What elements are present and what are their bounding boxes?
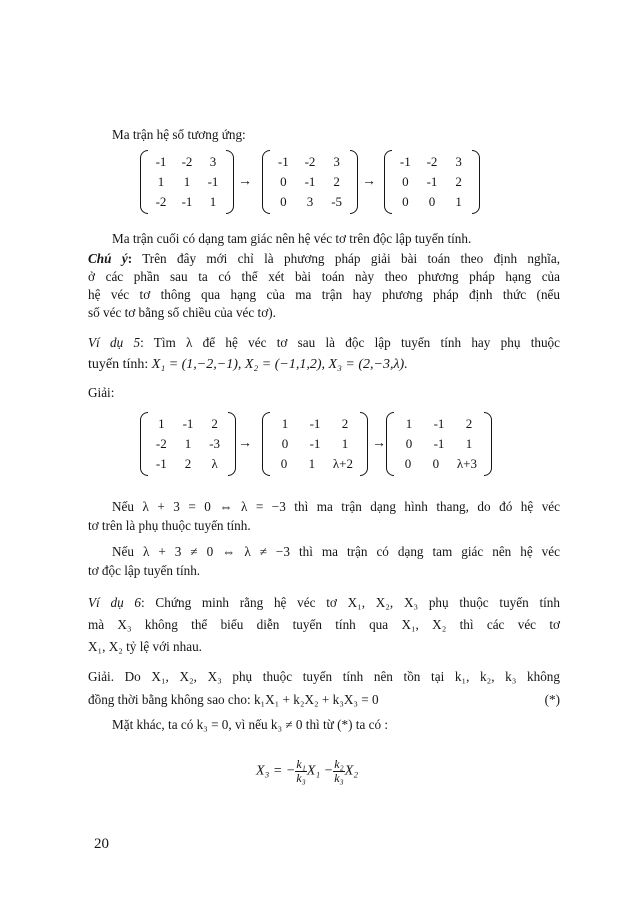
matrix-cell: 0 [280, 194, 287, 209]
right-bracket [484, 412, 492, 476]
matrix-cell: 3 [209, 154, 217, 169]
note-label: Chú ý [88, 251, 128, 266]
matrix-cell: 0 [281, 436, 289, 451]
arrow-icon: → [362, 174, 376, 189]
matrix-cell: 1 [405, 416, 413, 431]
matrix-cell: 1 [183, 174, 191, 189]
matrix-cell: 2 [333, 174, 340, 189]
matrix-row [270, 454, 360, 474]
matrix-cell: 1 [158, 416, 165, 431]
matrix-row [270, 192, 350, 212]
matrix-cell: 0 [402, 174, 409, 189]
matrix-cell: 2 [465, 416, 473, 431]
matrix-cell: 1 [308, 456, 316, 471]
other-hand-text: Mặt khác, ta có k₃ = 0, vì nếu k₃ ≠ 0 thì từ (*) ta có : [112, 717, 389, 732]
matrix-row [392, 192, 472, 212]
matrix-row [148, 454, 228, 474]
arrow-icon: → [238, 436, 252, 451]
matrix [140, 150, 234, 214]
solution6-line-2: đồng thời bằng không sao cho: k₁X₁ + k₂X₂ + k₃X₃ = 0 (*) [88, 692, 560, 707]
matrix-cell: -1 [155, 154, 167, 169]
matrix-row [270, 172, 350, 192]
matrix-cell: -1 [277, 154, 289, 169]
matrix-row [392, 172, 472, 192]
example5-line-1: Ví dụ 5: Tìm λ để hệ véc tơ sau là độc lập tuyến tính hay phụ thuộc [88, 335, 560, 350]
matrix-cell: 1 [465, 436, 473, 451]
matrix [384, 150, 480, 214]
left-bracket [140, 150, 148, 214]
example6-line-2: mà X₃ không thể biểu diễn tuyến tính qua X₁, X₂ thì các véc tơ [88, 617, 560, 632]
right-bracket [350, 150, 358, 214]
matrix-row [270, 152, 350, 172]
matrix-cell: λ+3 [456, 456, 478, 471]
matrix-cell: -2 [426, 154, 438, 169]
matrix-cell: -2 [155, 194, 167, 209]
case2-line-2: tơ độc lập tuyến tính. [88, 563, 201, 578]
matrix-cell: 0 [432, 456, 440, 471]
matrix-cell: λ [211, 456, 218, 471]
fraction-2: $\frac{\text{k₂}}{\text{k₃}}$ [334, 757, 344, 785]
right-bracket [472, 150, 480, 214]
case2-line-1: Nếu λ + 3 ≠ 0 ⇔ λ ≠ −3 thì ma trận có dạng tam giác nên hệ véc [112, 544, 560, 559]
matrix-cell: 2 [341, 416, 349, 431]
left-bracket [262, 150, 270, 214]
right-bracket [360, 412, 368, 476]
matrix-cell: -1 [309, 416, 321, 431]
matrix-cell: 0 [280, 174, 287, 189]
matrix-cell: 0 [428, 194, 436, 209]
matrix-cell: -3 [209, 436, 221, 451]
matrix-cell: -1 [399, 154, 411, 169]
matrix-row [394, 454, 484, 474]
matrix-row [270, 414, 360, 434]
matrix-cell: -1 [426, 174, 438, 189]
matrix-cell: 1 [184, 436, 192, 451]
matrix-cell: 0 [402, 194, 409, 209]
matrix-row [394, 414, 484, 434]
case1-line-1: Nếu λ + 3 = 0 ⇔ λ = −3 thì ma trận dạng hình thang, do đó hệ véc [112, 499, 560, 514]
arrow-icon: → [238, 174, 252, 189]
matrix-cell: 3 [306, 194, 314, 209]
matrix-row [148, 172, 226, 192]
example6-line-1: Ví dụ 6: Chứng minh rằng hệ véc tơ X₁, X₂, X₃ phụ thuộc tuyến tính [88, 595, 560, 610]
matrix-row [148, 192, 226, 212]
matrix-cell: λ+2 [332, 456, 354, 471]
matrix-cell: 2 [211, 416, 218, 431]
matrix-cell: 1 [209, 194, 217, 209]
left-bracket [140, 412, 148, 476]
matrix [140, 412, 236, 476]
conclusion-text: Ma trận cuối có dạng tam giác nên hệ véc tơ trên độc lập tuyến tính. [112, 231, 472, 246]
example6-label: Ví dụ 6 [88, 595, 142, 610]
arrow-icon: → [372, 436, 386, 451]
matrix-row [392, 152, 472, 172]
matrix-row [148, 152, 226, 172]
matrix-cell: 1 [341, 436, 349, 451]
matrix-cell: -1 [433, 436, 445, 451]
solution6-line-1: Giải. Do X₁, X₂, X₃ phụ thuộc tuyến tính nên tồn tại k₁, k₂, k₃ không [88, 669, 560, 684]
matrix-cell: -1 [182, 416, 194, 431]
matrix-cell: -1 [433, 416, 445, 431]
matrix-cell: 0 [404, 456, 412, 471]
matrix-cell: -1 [207, 174, 219, 189]
matrix [262, 150, 358, 214]
solution-label: Giải: [88, 385, 115, 400]
vector-x3: X₃ = (2,−3,λ). [328, 357, 408, 372]
right-bracket [226, 150, 234, 214]
vector-x1: X₁ = (1,−2,−1), [151, 357, 242, 372]
matrix [386, 412, 492, 476]
note-line-3: hệ véc tơ thông qua hạng của ma trận hay phương pháp định thức (nếu [88, 287, 560, 302]
example5-line-2: tuyến tính: X₁ = (1,−2,−1), X₂ = (−1,1,2), X₃ = (2,−3,λ). [88, 357, 408, 372]
matrix-cell: 1 [281, 416, 289, 431]
matrix-cell: 2 [455, 174, 462, 189]
matrix-cell: -5 [331, 194, 343, 209]
formula: X₃ = − $\frac{\text{k₁}}{\text{k₃}}$ X₁ − $\frac{\text{k₂}}{\text{k₃}}$ X₂ [256, 757, 359, 785]
matrix-cell: -2 [181, 154, 193, 169]
matrix-cell: 3 [455, 154, 462, 169]
note-line-4: số véc tơ bằng số chiều của véc tơ). [88, 305, 276, 320]
matrix [262, 412, 368, 476]
matrix-cell: -1 [181, 194, 193, 209]
left-bracket [384, 150, 392, 214]
note-line-1: Chú ý: Trên đây mới chỉ là phương pháp giải bài toán theo định nghĩa, [88, 251, 560, 266]
matrix-cell: -1 [309, 436, 321, 451]
matrix-cell: 0 [280, 456, 288, 471]
matrix-cell: 0 [405, 436, 413, 451]
fraction-1: $\frac{\text{k₁}}{\text{k₃}}$ [296, 757, 306, 785]
matrix-cell: -1 [304, 174, 316, 189]
case1-line-2: tơ trên là phụ thuộc tuyến tính. [88, 518, 251, 533]
equation-star-label: (*) [544, 692, 560, 707]
matrix-cell: 1 [157, 174, 165, 189]
example6-line-3: X₁, X₂ tỷ lệ với nhau. [88, 639, 202, 654]
note-colon: : [127, 251, 133, 266]
matrix-row [148, 414, 228, 434]
matrix-cell: -2 [155, 436, 167, 451]
intro-text: Ma trận hệ số tương ứng: [112, 127, 246, 142]
example5-label: Ví dụ 5 [88, 335, 141, 350]
matrix-row [148, 434, 228, 454]
matrix-cell: 2 [184, 456, 192, 471]
matrix-cell: 1 [455, 194, 462, 209]
matrix-cell: -1 [155, 456, 167, 471]
matrix-row [270, 434, 360, 454]
matrix-cell: -2 [304, 154, 316, 169]
vector-x2: X₂ = (−1,1,2), [244, 357, 326, 372]
matrix-cell: 3 [333, 154, 340, 169]
right-bracket [228, 412, 236, 476]
left-bracket [386, 412, 394, 476]
matrix-row [394, 434, 484, 454]
page-number: 20 [94, 836, 109, 852]
note-line-2: ở các phần sau ta có thể xét bài toán này theo phương pháp hạng của [88, 269, 560, 284]
left-bracket [262, 412, 270, 476]
